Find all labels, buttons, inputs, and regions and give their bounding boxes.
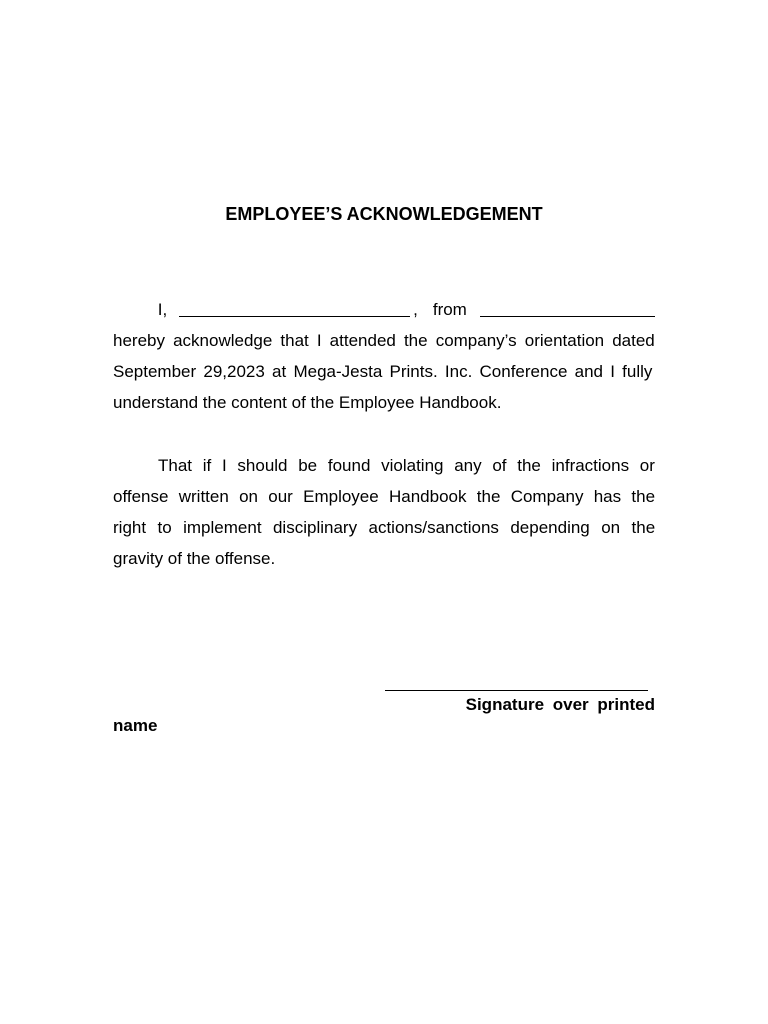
signature-label [113,694,655,736]
pronoun-text: I, [157,300,168,319]
acknowledgement-paragraph [113,294,655,418]
paragraph-line: September 29,2023 at Mega-Jesta Prints. Inc. Conference and I fully [113,362,653,381]
comma-text: , [413,300,418,319]
paragraph-line: gravity of the offense. [113,549,276,568]
paragraph-line: offense written on our Employee Handbook the Company has the [113,487,656,506]
document-title: EMPLOYEE’S ACKNOWLEDGEMENT [225,204,543,224]
paragraph-first-line-text: That if I should be found violating any of the infractions or [158,456,655,475]
signature-label-line1: Signature over printed [465,695,655,714]
paragraph-line: understand the content of the Employee Handbook. [113,393,502,412]
signature-label-line2: name [113,716,158,735]
employee-name-blank[interactable] [179,315,410,317]
infractions-paragraph [113,450,655,574]
paragraph-line: right to implement disciplinary actions/sanctions depending on the [113,518,656,537]
from-text: from [432,300,467,319]
paragraph-line: hereby acknowledge that I attended the company’s orientation dated [113,331,655,350]
signature-line[interactable] [385,690,648,691]
department-blank[interactable] [480,315,655,317]
paragraph-line [113,450,655,481]
name-from-line [113,294,655,325]
